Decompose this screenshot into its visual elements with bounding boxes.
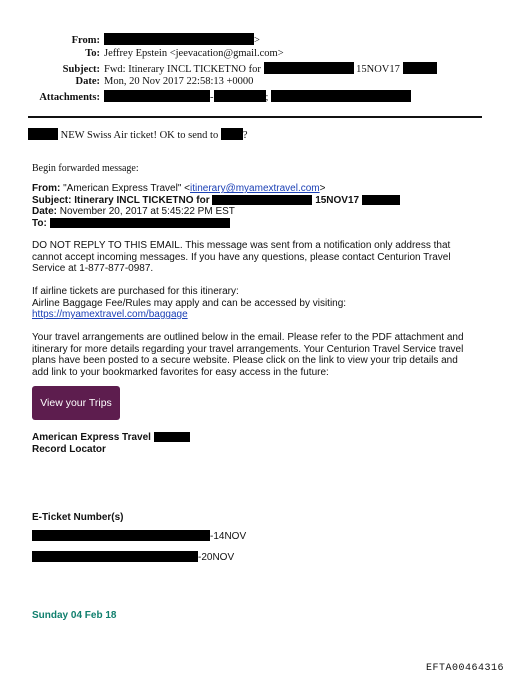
orig-date-row [32,206,482,218]
itinerary-date-text: Sunday 04 Feb 18 [32,610,117,621]
orig-date-label: Date: [32,206,58,217]
locator-line-2: Record Locator [32,443,106,455]
fwd-subject-label: Subject: [62,64,100,75]
no-reply-paragraph: DO NOT REPLY TO THIS EMAIL. This message was sent from a notification only address that cannot accept incoming messages. If you have any questions, please contact Centurion Travel Service at 1-877-877-0987. [32,240,451,274]
orig-from-tail: > [319,183,326,194]
original-header [32,183,482,229]
ticket-2-suffix: -20NOV [198,552,235,563]
orig-from-name: "American Express Travel" < [63,183,190,194]
itinerary-date-heading [32,610,116,622]
ticket-row-2 [32,551,234,564]
orig-to-row [32,218,482,230]
fwd-from-tail: > [254,35,260,46]
orig-from-label: From: [32,183,61,194]
fwd-date-value: Mon, 20 Nov 2017 22:58:13 +0000 [104,76,254,87]
ticket-row-1 [32,530,246,543]
fwd-to-row [0,48,284,61]
redaction [264,62,354,74]
fwd-date-row [0,76,253,89]
redaction [212,195,312,205]
redaction [403,62,437,74]
redaction [362,195,400,205]
attachment-separator: ; [265,92,269,103]
fwd-from-label: From: [71,35,100,46]
redaction [221,128,243,140]
orig-subject-value: Itinerary INCL TICKETNO for [74,194,210,206]
fwd-to-label: To: [85,48,100,59]
redaction[interactable] [104,90,210,102]
forward-note-tail: ? [242,130,248,141]
fwd-subject-value: Fwd: Itinerary INCL TICKETNO for [104,64,261,75]
fwd-date-label: Date: [75,76,100,87]
redaction [32,530,210,541]
baggage-paragraph [32,286,472,321]
travel-arrangements-paragraph: Your travel arrangements are outlined below in the email. Please refer to the PDF attachment and itinerary for more details regarding your travel arrangements. Your Centurion Travel Service travel plans have been posted to a secure website. Please click on the link to view your trip details and add link to your bookmarked favorites for easy access in the future: [32,332,464,378]
redaction [154,432,190,442]
orig-from-email-link[interactable]: itinerary@myamextravel.com [190,183,320,194]
orig-from-row [32,183,482,195]
view-trips-button[interactable]: View your Trips [32,386,120,420]
forward-note [28,128,248,141]
eticket-heading [32,512,124,524]
orig-subject-label: Subject: [32,194,72,206]
locator-line-1: American Express Travel [32,432,151,443]
begin-forwarded-label: Begin forwarded message: [32,163,139,174]
record-locator-block [32,432,190,455]
fwd-to-value: Jeffrey Epstein <jeevacation@gmail.com> [104,48,284,59]
eticket-heading-text: E-Ticket Number(s) [32,512,124,523]
forward-header [0,0,512,110]
fwd-subject-date: 15NOV17 [356,64,400,75]
redaction[interactable] [214,90,266,102]
redaction [50,218,230,228]
attachment-separator: - [210,92,214,103]
fwd-from-row [0,33,260,46]
redaction [104,33,254,45]
fwd-subject-row [0,62,437,75]
orig-subject-row [32,195,482,207]
orig-date-value: November 20, 2017 at 5:45:22 PM EST [59,206,235,217]
orig-subject-date: 15NOV17 [315,194,360,206]
redaction[interactable] [271,90,411,102]
header-divider [28,116,482,118]
baggage-line-1: If airline tickets are purchased for this itinerary: [32,286,239,297]
ticket-1-suffix: -14NOV [210,531,247,542]
orig-to-label: To: [32,217,47,229]
document-id: EFTA00464316 [425,663,504,674]
redaction [32,551,198,562]
fwd-attachments-row [0,90,411,103]
forward-note-text: NEW Swiss Air ticket! OK to send to [60,130,219,141]
redaction [28,128,58,140]
baggage-line-2: Airline Baggage Fee/Rules may apply and can be accessed by visiting: [32,297,347,309]
baggage-link[interactable]: https://myamextravel.com/baggage [32,309,188,320]
fwd-attachments-label: Attachments: [39,92,100,103]
